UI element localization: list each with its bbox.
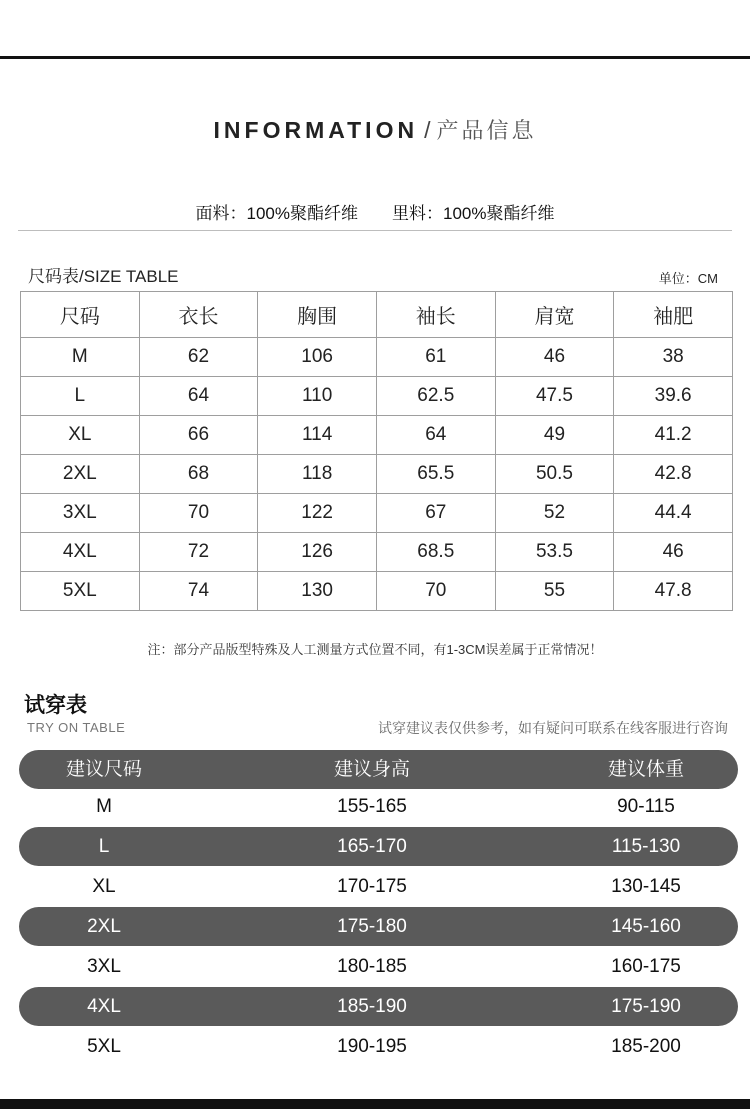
- table-row: [21, 494, 733, 533]
- table-cell: 42.8: [614, 455, 733, 494]
- header-shoulder: 肩宽: [495, 292, 614, 338]
- table-cell: 5XL: [21, 572, 140, 611]
- shell-fabric: 面料：100%聚酯纤维: [195, 204, 358, 223]
- table-cell: 61: [376, 338, 495, 377]
- row-height: 185-190: [337, 996, 407, 1017]
- table-cell: 70: [376, 572, 495, 611]
- table-cell: 118: [258, 455, 377, 494]
- fabric-divider: [18, 230, 732, 231]
- table-cell: 44.4: [614, 494, 733, 533]
- size-table: [20, 291, 733, 611]
- fabric-info: [0, 199, 750, 224]
- table-cell: 46: [614, 533, 733, 572]
- table-cell: 130: [258, 572, 377, 611]
- row-size: 4XL: [87, 996, 121, 1017]
- try-on-title: 试穿表: [24, 694, 87, 717]
- try-on-row: [19, 867, 738, 906]
- header-sleeve: 袖长: [376, 292, 495, 338]
- table-row: [21, 455, 733, 494]
- try-on-row: [19, 987, 738, 1026]
- row-size: L: [98, 836, 110, 857]
- page-title: [0, 114, 750, 145]
- table-cell: 53.5: [495, 533, 614, 572]
- table-row: [21, 416, 733, 455]
- header-length: 衣长: [139, 292, 258, 338]
- top-divider: [0, 56, 750, 59]
- table-cell: 52: [495, 494, 614, 533]
- table-cell: 66: [139, 416, 258, 455]
- table-cell: 68: [139, 455, 258, 494]
- try-on-header-row: [19, 750, 738, 789]
- table-cell: 126: [258, 533, 377, 572]
- table-row: [21, 377, 733, 416]
- row-size: 2XL: [87, 916, 121, 937]
- row-weight: 175-190: [611, 996, 681, 1017]
- table-cell: 64: [139, 377, 258, 416]
- header-suggested-size: 建议尺码: [65, 759, 142, 780]
- header-suggested-height: 建议身高: [333, 759, 410, 780]
- table-cell: 122: [258, 494, 377, 533]
- table-cell: 62: [139, 338, 258, 377]
- table-cell: 64: [376, 416, 495, 455]
- row-height: 175-180: [337, 916, 407, 937]
- try-on-subtitle: TRY ON TABLE: [27, 720, 126, 735]
- row-weight: 185-200: [611, 1036, 681, 1057]
- size-table-header-row: [21, 292, 733, 338]
- table-cell: 41.2: [614, 416, 733, 455]
- table-cell: 3XL: [21, 494, 140, 533]
- table-cell: 72: [139, 533, 258, 572]
- table-cell: 4XL: [21, 533, 140, 572]
- row-height: 165-170: [337, 836, 407, 857]
- table-row: [21, 533, 733, 572]
- unit-label: 单位：CM: [658, 271, 718, 286]
- row-weight: 145-160: [611, 916, 681, 937]
- try-on-row: [19, 907, 738, 946]
- try-on-row: [19, 947, 738, 986]
- table-cell: 62.5: [376, 377, 495, 416]
- row-size: XL: [92, 876, 116, 897]
- lining-fabric: 里料：100%聚酯纤维: [392, 204, 555, 223]
- row-height: 155-165: [337, 796, 407, 817]
- row-height: 190-195: [337, 1036, 407, 1057]
- table-cell: XL: [21, 416, 140, 455]
- table-cell: 47.5: [495, 377, 614, 416]
- row-size: M: [96, 796, 112, 817]
- table-cell: 50.5: [495, 455, 614, 494]
- title-separator: /: [424, 117, 431, 143]
- header-chest: 胸围: [258, 292, 377, 338]
- bottom-divider: [0, 1099, 750, 1109]
- table-row: [21, 572, 733, 611]
- row-size: 5XL: [87, 1036, 121, 1057]
- row-weight: 130-145: [611, 876, 681, 897]
- table-cell: 46: [495, 338, 614, 377]
- table-cell: 106: [258, 338, 377, 377]
- row-height: 180-185: [337, 956, 407, 977]
- try-on-row: [19, 787, 738, 826]
- table-cell: 74: [139, 572, 258, 611]
- table-cell: 67: [376, 494, 495, 533]
- table-row: [21, 338, 733, 377]
- header-suggested-weight: 建议体重: [607, 759, 684, 780]
- table-cell: L: [21, 377, 140, 416]
- table-cell: 47.8: [614, 572, 733, 611]
- title-cn: 产品信息: [436, 118, 537, 143]
- header-size: 尺码: [21, 292, 140, 338]
- try-on-tip: 试穿建议表仅供参考，如有疑问可联系在线客服进行咨询: [378, 720, 728, 736]
- try-on-row: [19, 1027, 738, 1066]
- table-cell: M: [21, 338, 140, 377]
- row-height: 170-175: [337, 876, 407, 897]
- table-cell: 39.6: [614, 377, 733, 416]
- table-cell: 38: [614, 338, 733, 377]
- table-cell: 65.5: [376, 455, 495, 494]
- row-weight: 90-115: [617, 796, 675, 817]
- table-cell: 55: [495, 572, 614, 611]
- measurement-note: 注：部分产品版型特殊及人工测量方式位置不同，有1-3CM误差属于正常情况！: [147, 642, 603, 657]
- row-size: 3XL: [87, 956, 121, 977]
- title-en: INFORMATION: [213, 117, 419, 143]
- table-cell: 114: [258, 416, 377, 455]
- table-cell: 49: [495, 416, 614, 455]
- table-cell: 68.5: [376, 533, 495, 572]
- header-sleeve-width: 袖肥: [614, 292, 733, 338]
- size-table-caption: 尺码表/SIZE TABLE: [28, 267, 179, 286]
- row-weight: 115-130: [611, 836, 681, 857]
- row-weight: 160-175: [611, 956, 681, 977]
- table-cell: 70: [139, 494, 258, 533]
- try-on-row: [19, 827, 738, 866]
- table-cell: 2XL: [21, 455, 140, 494]
- table-cell: 110: [258, 377, 377, 416]
